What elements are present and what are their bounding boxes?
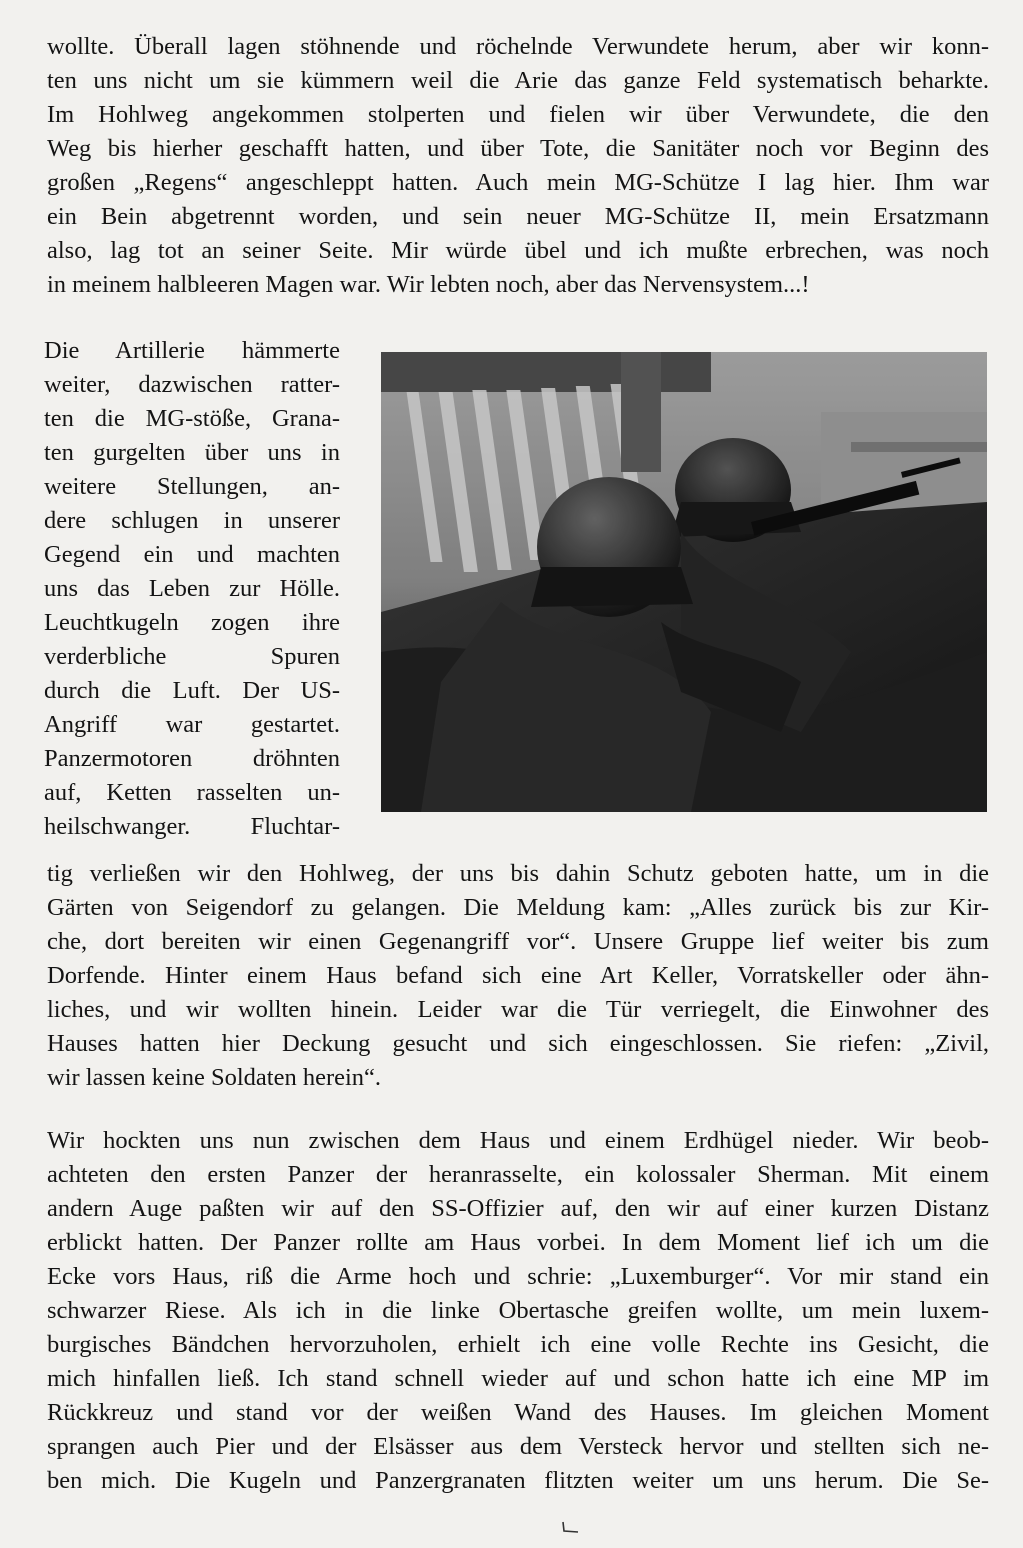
text-line: Gegend ein und machten [44, 541, 340, 568]
text-line: Die Artillerie hämmerte [44, 337, 340, 364]
text-line: che, dort bereiten wir einen Gegenangriff vor“. Unsere Gruppe lief weiter bis zum [47, 928, 989, 955]
text-line: Hauses hatten hier Deckung gesucht und sich eingeschlossen. Sie riefen: „Zivil, [47, 1030, 989, 1057]
text-line: ein Bein abgetrennt worden, und sein neuer MG-Schütze II, mein Ersatzmann [47, 203, 989, 230]
text-line: wir lassen keine Soldaten herein“. [47, 1064, 382, 1091]
text-line: Panzermotoren dröhnten [44, 745, 340, 772]
text-line: Rückkreuz und stand vor der weißen Wand des Hauses. Im gleichen Moment [47, 1399, 989, 1426]
text-line: Im Hohlweg angekommen stolperten und fielen wir über Verwundete, die den [47, 101, 989, 128]
pen-mark-icon [560, 1520, 582, 1534]
photo-soldiers-machine-gun-icon [381, 352, 987, 812]
text-line: großen „Regens“ angeschleppt hatten. Auch mein MG-Schütze I lag hier. Ihm war [47, 169, 989, 196]
text-line: burgisches Bändchen hervorzuholen, erhielt ich eine volle Rechte ins Gesicht, die [47, 1331, 989, 1358]
text-line: tig verließen wir den Hohlweg, der uns bis dahin Schutz geboten hatte, um in die [47, 860, 989, 887]
text-line: achteten den ersten Panzer der heranrasselte, ein kolossaler Sherman. Mit einem [47, 1161, 989, 1188]
text-line: schwarzer Riese. Als ich in die linke Obertasche greifen wollte, um mein luxem- [47, 1297, 989, 1324]
text-line: Angriff war gestartet. [44, 711, 340, 738]
text-line: Dorfende. Hinter einem Haus befand sich eine Art Keller, Vorratskeller oder ähn- [47, 962, 989, 989]
text-line: in meinem halbleeren Magen war. Wir lebten noch, aber das Nervensystem...! [47, 271, 810, 298]
text-line: auf, Ketten rasselten un- [44, 779, 340, 806]
text-line: durch die Luft. Der US- [44, 677, 340, 704]
text-line: ben mich. Die Kugeln und Panzergranaten flitzten weiter um uns herum. Die Se- [47, 1467, 989, 1494]
text-line: Gärten von Seigendorf zu gelangen. Die Meldung kam: „Alles zurück bis zur Kir- [47, 894, 989, 921]
text-line: ten uns nicht um sie kümmern weil die Arie das ganze Feld systematisch beharkte. [47, 67, 989, 94]
text-line: liches, und wir wollten hinein. Leider war die Tür verriegelt, die Einwohner des [47, 996, 989, 1023]
text-line: ten gurgelten über uns in [44, 439, 340, 466]
text-line: ten die MG-stöße, Grana- [44, 405, 340, 432]
text-line: andern Auge paßten wir auf den SS-Offizier auf, den wir auf einer kurzen Distanz [47, 1195, 989, 1222]
photo-soldiers [381, 352, 987, 812]
text-line: Wir hockten uns nun zwischen dem Haus und einem Erdhügel nieder. Wir beob- [47, 1127, 989, 1154]
text-line: Ecke vors Haus, riß die Arme hoch und schrie: „Luxemburger“. Vor mir stand ein [47, 1263, 989, 1290]
text-line: dere schlugen in unserer [44, 507, 340, 534]
text-line: wollte. Überall lagen stöhnende und röchelnde Verwundete herum, aber wir konn- [47, 33, 989, 60]
text-line: mich hinfallen ließ. Ich stand schnell wieder auf und schon hatte ich eine MP im [47, 1365, 989, 1392]
text-line: heilschwanger. Fluchtar- [44, 813, 340, 840]
text-line: weitere Stellungen, an- [44, 473, 340, 500]
text-line: weiter, dazwischen ratter- [44, 371, 340, 398]
text-line: uns das Leben zur Hölle. [44, 575, 340, 602]
text-line: sprangen auch Pier und der Elsässer aus dem Versteck hervor und stellten sich ne- [47, 1433, 989, 1460]
text-line: Leuchtkugeln zogen ihre [44, 609, 340, 636]
text-line: also, lag tot an seiner Seite. Mir würde übel und ich mußte erbrechen, was noch [47, 237, 989, 264]
text-line: verderbliche Spuren [44, 643, 340, 670]
text-line: Weg bis hierher geschafft hatten, und über Tote, die Sanitäter noch vor Beginn des [47, 135, 989, 162]
text-line: erblickt hatten. Der Panzer rollte am Haus vorbei. In dem Moment lief ich um die [47, 1229, 989, 1256]
